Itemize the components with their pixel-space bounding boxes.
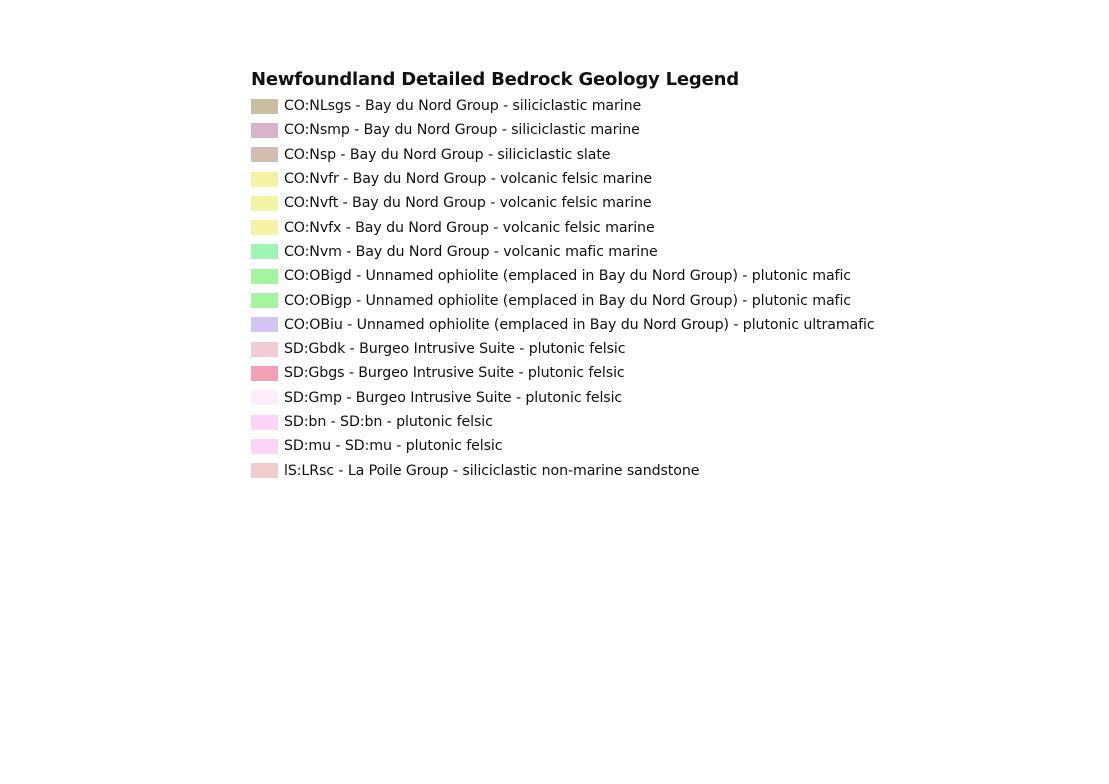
- legend-item: [251, 434, 875, 458]
- legend-item: [251, 240, 875, 264]
- legend-swatch: [251, 172, 278, 187]
- legend-label: SD:bn - SD:bn - plutonic felsic: [284, 414, 493, 430]
- legend-item: [251, 264, 875, 288]
- legend-title: Newfoundland Detailed Bedrock Geology Legend: [251, 69, 739, 90]
- legend-item: [251, 313, 875, 337]
- legend-label: CO:Nvfr - Bay du Nord Group - volcanic felsic marine: [284, 171, 653, 188]
- legend-swatch: [251, 463, 278, 478]
- legend-swatch: [251, 123, 278, 138]
- legend-label: SD:Gmp - Burgeo Intrusive Suite - plutonic felsic: [284, 389, 623, 406]
- legend-label: CO:OBiu - Unnamed ophiolite (emplaced in Bay du Nord Group) - plutonic ultramafic: [284, 316, 875, 333]
- legend-item: [251, 410, 875, 434]
- legend-item: [251, 143, 875, 167]
- legend-label: SD:Gbgs - Burgeo Intrusive Suite - plutonic felsic: [284, 365, 625, 382]
- legend-item: [251, 94, 875, 118]
- legend-swatch: [251, 147, 278, 162]
- legend-swatch: [251, 317, 278, 332]
- legend-item: [251, 191, 875, 215]
- legend-item: [251, 337, 875, 361]
- legend-item: [251, 386, 875, 410]
- legend-label: CO:Nvm - Bay du Nord Group - volcanic mafic marine: [284, 243, 658, 260]
- legend-swatch: [251, 269, 278, 284]
- legend-label: lS:LRsc - La Poile Group - siliciclastic non-marine sandstone: [284, 462, 700, 479]
- legend-label: CO:OBigd - Unnamed ophiolite (emplaced in Bay du Nord Group) - plutonic mafic: [284, 268, 851, 285]
- legend-label: CO:Nvft - Bay du Nord Group - volcanic felsic marine: [284, 195, 652, 212]
- legend-list: [251, 94, 875, 483]
- legend-item: [251, 118, 875, 142]
- legend-label: CO:NLsgs - Bay du Nord Group - siliciclastic marine: [284, 98, 642, 115]
- legend-label: CO:Nsmp - Bay du Nord Group - siliciclastic marine: [284, 122, 640, 139]
- legend-label: SD:mu - SD:mu - plutonic felsic: [284, 438, 503, 455]
- legend-label: SD:Gbdk - Burgeo Intrusive Suite - plutonic felsic: [284, 341, 626, 358]
- legend-swatch: [251, 99, 278, 114]
- legend-swatch: [251, 390, 278, 405]
- legend-swatch: [251, 342, 278, 357]
- legend-label: CO:Nvfx - Bay du Nord Group - volcanic felsic marine: [284, 219, 655, 236]
- legend-swatch: [251, 220, 278, 235]
- legend-swatch: [251, 366, 278, 381]
- legend-swatch: [251, 439, 278, 454]
- geology-legend: [251, 68, 875, 483]
- legend-swatch: [251, 244, 278, 259]
- legend-item: [251, 167, 875, 191]
- legend-label: CO:OBigp - Unnamed ophiolite (emplaced in Bay du Nord Group) - plutonic mafic: [284, 292, 851, 309]
- legend-swatch: [251, 415, 278, 430]
- legend-item: [251, 361, 875, 385]
- legend-item: [251, 458, 875, 482]
- legend-label: CO:Nsp - Bay du Nord Group - siliciclastic slate: [284, 146, 611, 163]
- legend-item: [251, 288, 875, 312]
- legend-item: [251, 215, 875, 239]
- legend-swatch: [251, 196, 278, 211]
- legend-swatch: [251, 293, 278, 308]
